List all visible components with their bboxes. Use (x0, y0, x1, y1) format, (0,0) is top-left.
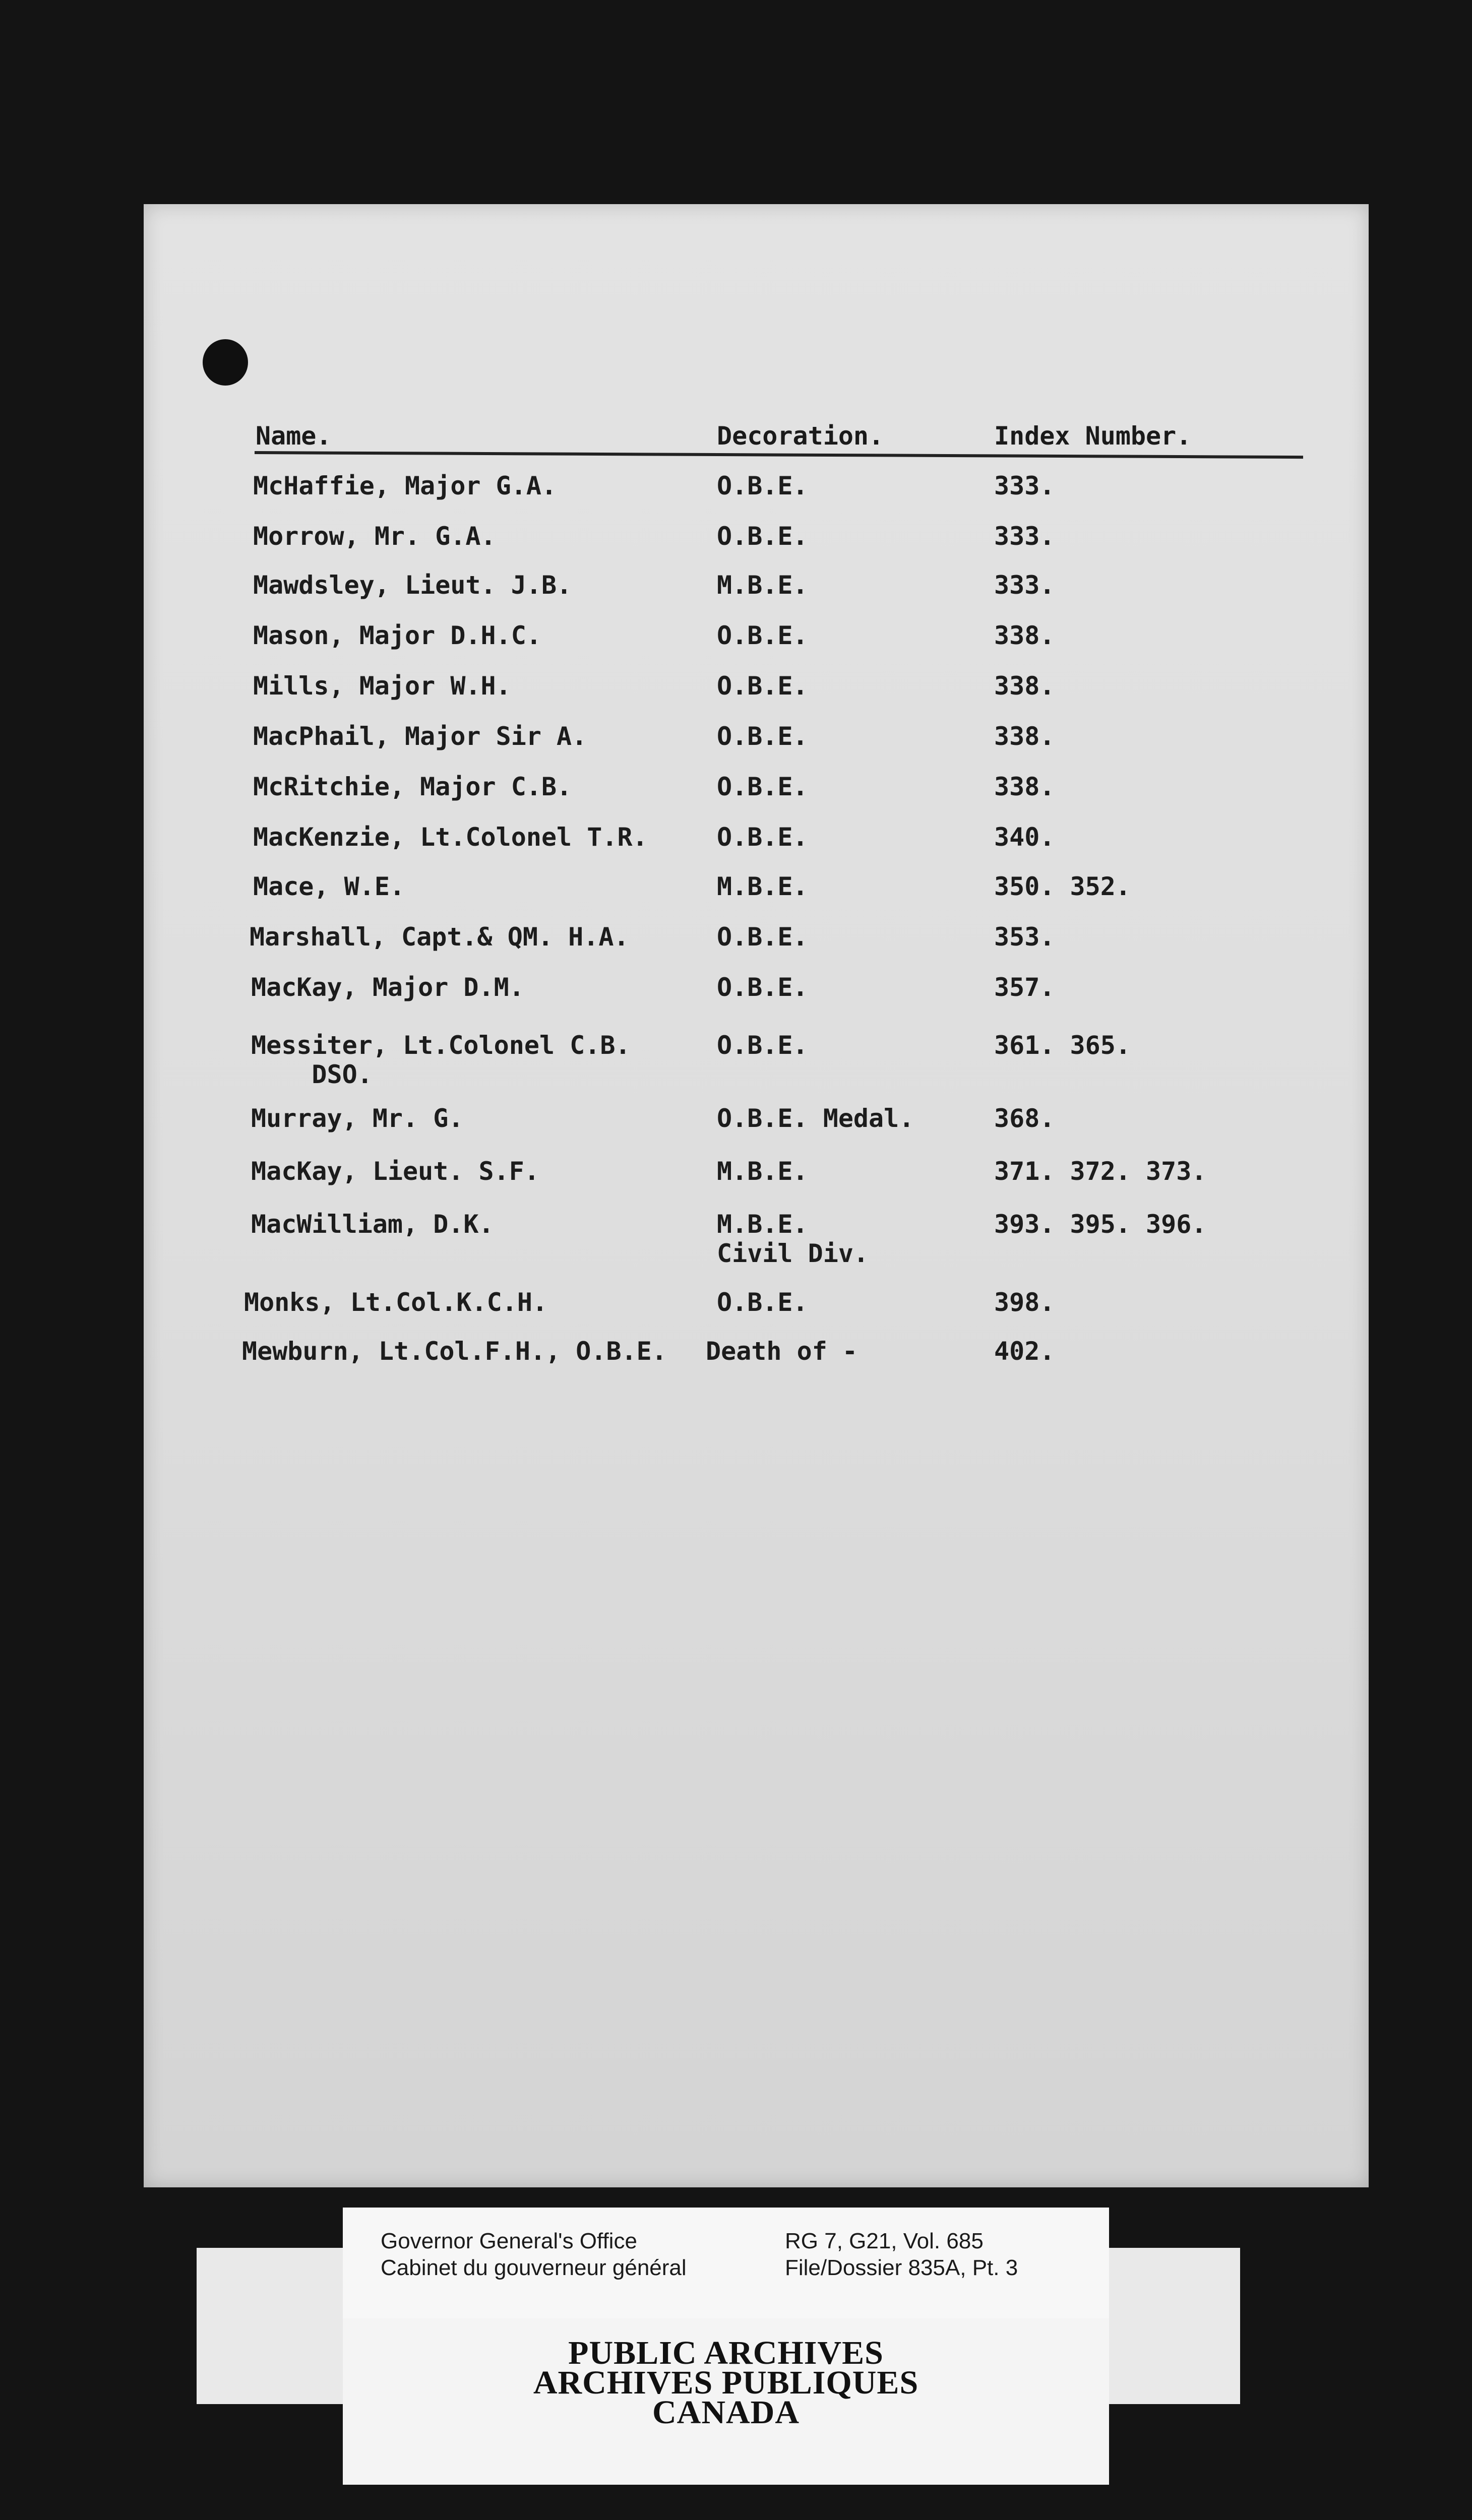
row-name: Mawdsley, Lieut. J.B. (253, 571, 572, 600)
office-english: Governor General's Office (381, 2229, 637, 2253)
row-name: MacKay, Lieut. S.F. (251, 1157, 539, 1186)
row-index-number: 340. (994, 823, 1055, 852)
row-decoration: O.B.E. (717, 522, 808, 551)
document-page (144, 204, 1369, 2187)
row-name: Mason, Major D.H.C. (253, 621, 541, 650)
row-index-number: 353. (994, 922, 1055, 952)
row-index-number: 338. (994, 722, 1055, 751)
row-index-number: 338. (994, 772, 1055, 801)
row-decoration: O.B.E. (717, 823, 808, 852)
record-group-reference: RG 7, G21, Vol. 685 (785, 2229, 984, 2253)
row-index-number: 333. (994, 471, 1055, 500)
punch-hole (203, 339, 248, 386)
office-french: Cabinet du gouverneur général (381, 2255, 687, 2280)
row-name: MacKay, Major D.M. (251, 973, 524, 1002)
header-decoration: Decoration. (717, 421, 884, 451)
row-index-number: 333. (994, 571, 1055, 600)
row-name: Messiter, Lt.Colonel C.B. DSO. (251, 1031, 631, 1089)
row-name: Mewburn, Lt.Col.F.H., O.B.E. (242, 1337, 667, 1366)
header-index-number: Index Number. (994, 421, 1192, 451)
row-decoration: O.B.E. (717, 471, 808, 500)
row-index-number: 368. (994, 1104, 1055, 1133)
row-name: MacPhail, Major Sir A. (253, 722, 587, 751)
row-decoration: Death of - (706, 1337, 858, 1366)
archives-title-line2: ARCHIVES PUBLIQUES (533, 2364, 919, 2401)
row-name: MacKenzie, Lt.Colonel T.R. (253, 823, 648, 852)
row-decoration: M.B.E. (717, 571, 808, 600)
row-decoration: O.B.E. (717, 621, 808, 650)
row-decoration: O.B.E. (717, 973, 808, 1002)
row-decoration: M.B.E. (717, 872, 808, 901)
row-index-number: 350. 352. (994, 872, 1131, 901)
row-index-number: 338. (994, 671, 1055, 701)
row-name: Morrow, Mr. G.A. (253, 522, 496, 551)
row-name: Marshall, Capt.& QM. H.A. (250, 922, 629, 952)
row-index-number: 338. (994, 621, 1055, 650)
row-name: McRitchie, Major C.B. (253, 772, 572, 801)
row-index-number: 402. (994, 1337, 1055, 1366)
row-name: Monks, Lt.Col.K.C.H. (244, 1288, 548, 1317)
row-decoration: M.B.E. Civil Div. (717, 1210, 869, 1268)
row-decoration: O.B.E. (717, 671, 808, 701)
row-name: Murray, Mr. G. (251, 1104, 464, 1133)
row-index-number: 398. (994, 1288, 1055, 1317)
row-decoration: O.B.E. (717, 1031, 808, 1060)
row-decoration: O.B.E. Medal. (717, 1104, 914, 1133)
archives-title-line3: CANADA (652, 2394, 800, 2431)
row-index-number: 357. (994, 973, 1055, 1002)
row-name: McHaffie, Major G.A. (253, 471, 557, 500)
row-decoration: M.B.E. (717, 1157, 808, 1186)
row-decoration: O.B.E. (717, 1288, 808, 1317)
row-index-number: 393. 395. 396. (994, 1210, 1207, 1239)
row-decoration: O.B.E. (717, 922, 808, 952)
row-name: Mills, Major W.H. (253, 671, 511, 701)
row-index-number: 333. (994, 522, 1055, 551)
archives-title-line1: PUBLIC ARCHIVES (568, 2335, 884, 2371)
file-reference: File/Dossier 835A, Pt. 3 (785, 2255, 1018, 2280)
row-name: Mace, W.E. (253, 872, 405, 901)
row-index-number: 361. 365. (994, 1031, 1131, 1060)
row-name: MacWilliam, D.K. (251, 1210, 494, 1239)
row-decoration: O.B.E. (717, 722, 808, 751)
row-index-number: 371. 372. 373. (994, 1157, 1207, 1186)
header-name: Name. (256, 421, 332, 451)
row-decoration: O.B.E. (717, 772, 808, 801)
